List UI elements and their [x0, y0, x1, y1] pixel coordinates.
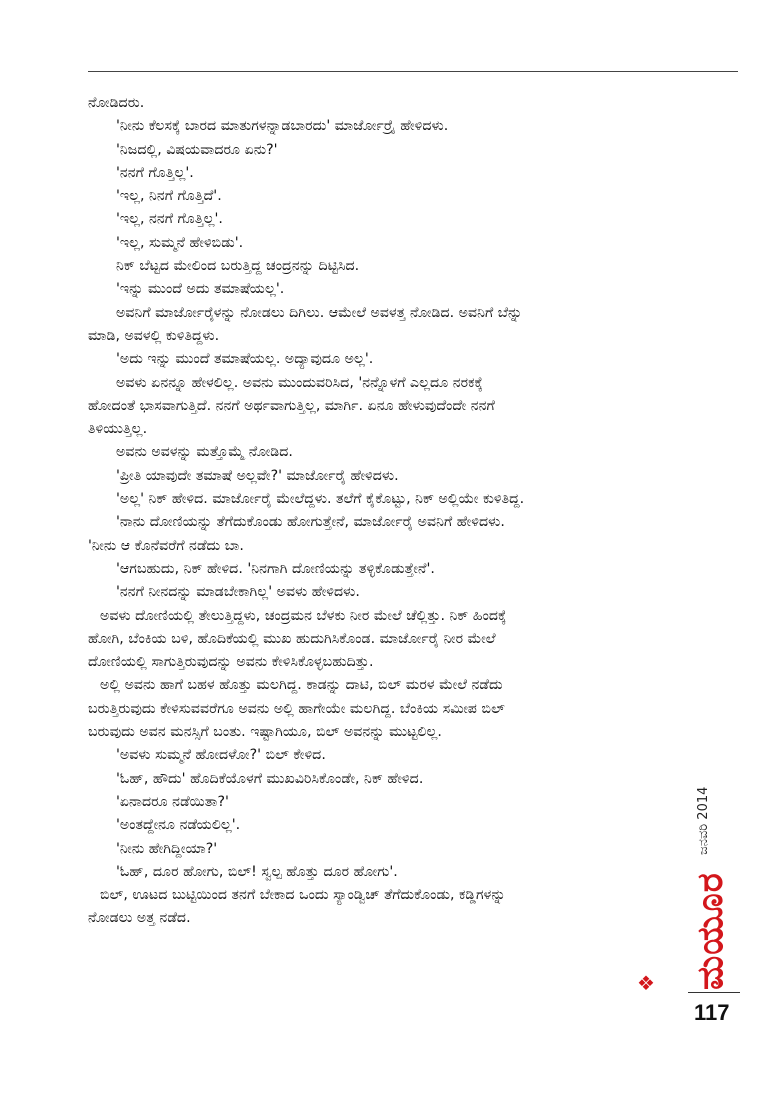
text-line: 'ನೀನು ಹೇಗಿದ್ದೀಯಾ?' — [116, 840, 218, 857]
text-line: ಅಲ್ಲಿ ಅವನು ಹಾಗೆ ಬಹಳ ಹೊತ್ತು ಮಲಗಿದ್ದ. ಕಾಡನ್ನು ದಾಟಿ, ಬಿಲ್ ಮರಳ ಮೇಲೆ ನಡೆದು — [100, 677, 503, 694]
text-line: 'ಪ್ರೀತಿ ಯಾವುದೇ ತಮಾಷೆ ಅಲ್ಲವೇ?' ಮಾರ್ಜೋರೈ ಹೇಳಿದಳು. — [116, 467, 399, 484]
text-line: 'ಇಲ್ಲ, ಸುಮ್ಮನೆ ಹೇಳಿಬಿಡು'. — [116, 234, 244, 251]
text-line: ನೋಡಿದರು. — [88, 95, 145, 111]
text-line: ಅವನಿಗೆ ಮಾರ್ಜೋರೈಳನ್ನು ನೋಡಲು ದಿಗಿಲು. ಆಮೇಲೆ ಅವಳತ್ತ ನೋಡಿದ. ಅವನಿಗೆ ಬೆನ್ನು — [116, 304, 523, 321]
text-line: ಅವಳು ದೋಣಿಯಲ್ಲಿ ತೇಲುತ್ತಿದ್ದಳು, ಚಂದ್ರಮನ ಬೆಳಕು ನೀರ ಮೇಲೆ ಚೆಲ್ಲಿತ್ತು. ನಿಕ್ ಹಿಂದಕ್ಕೆ — [100, 607, 507, 624]
story-text — [88, 92, 678, 931]
text-line: 'ನೀನು ಆ ಕೊನೆವರೆಗೆ ನಡೆದು ಬಾ. — [88, 537, 244, 554]
text-line: ನಿಕ್ ಬೆಟ್ಟದ ಮೇಲಿಂದ ಬರುತ್ತಿದ್ದ ಚಂದ್ರನನ್ನು ದಿಟ್ಟಿಸಿದ. — [116, 258, 360, 275]
top-rule — [88, 71, 738, 72]
text-line: 'ಓಹ್, ಹೌದು' ಹೊದಿಕೆಯೊಳಗೆ ಮುಖವಿರಿಸಿಕೊಂಡೇ, ನಿಕ್ ಹೇಳಿದ. — [116, 770, 424, 787]
text-line: 'ಅಂತದ್ದೇನೂ ನಡೆಯಲಿಲ್ಲ'. — [116, 817, 241, 834]
text-line: 'ನಾನು ದೋಣಿಯನ್ನು ತೆಗೆದುಕೊಂಡು ಹೋಗುತ್ತೇನೆ, ಮಾರ್ಜೋರೈ ಅವನಿಗೆ ಹೇಳಿದಳು. — [116, 514, 505, 531]
page-number: 117 — [694, 1000, 730, 1025]
text-line: 'ನನಗೆ ನೀನದನ್ನು ಮಾಡಬೇಕಾಗಿಲ್ಲ' ಅವಳು ಹೇಳಿದಳು. — [116, 584, 360, 601]
text-line: ಬರುತ್ತಿರುವುದು ಕೇಳಿಸುವವರೆಗೂ ಅವನು ಅಲ್ಲಿ ಹಾಗೇಯೇ ಮಲಗಿದ್ದ. ಬೆಂಕಿಯ ಸಮೀಪ ಬಿಲ್ — [88, 700, 505, 717]
text-line: 'ಇಲ್ಲ, ನನಗೆ ಗೊತ್ತಿಲ್ಲ'. — [116, 211, 223, 228]
text-line: ಮಾಡಿ, ಅವಳಲ್ಲಿ ಕುಳಿತಿದ್ದಳು. — [88, 327, 220, 344]
text-line: 'ಇಲ್ಲ, ನಿನಗೆ ಗೊತ್ತಿದೆ'. — [116, 188, 222, 205]
text-line: 'ಅದು ಇನ್ನು ಮುಂದೆ ತಮಾಷೆಯಲ್ಲ. ಅದ್ಯಾವುದೂ ಅಲ್ಲ'. — [116, 351, 374, 368]
text-line: ಹೋಗಿ, ಬೆಂಕಿಯ ಬಳಿ, ಹೊದಿಕೆಯಲ್ಲಿ ಮುಖ ಹುದುಗಿಸಿಕೊಂಡ. ಮಾರ್ಜೋರೈ ನೀರ ಮೇಲೆ — [88, 630, 496, 647]
text-line: ಬಿಲ್, ಊಟದ ಬುಟ್ಟಿಯಿಂದ ತನಗೆ ಬೇಕಾದ ಒಂದು ಸ್ಯಾಂಡ್ವಿಚ್ ತೆಗೆದುಕೊಂಡು, ಕಡ್ಡಿಗಳನ್ನು — [100, 887, 506, 904]
text-line: ಅವನು ಅವಳನ್ನು ಮತ್ತೊಮ್ಮೆ ನೋಡಿದ. — [116, 444, 293, 461]
section-end-ornament-icon: ❖ — [637, 971, 655, 995]
text-line: ನೋಡಲು ಅತ್ತ ನಡೆದ. — [88, 910, 191, 927]
text-line: 'ಇನ್ನು ಮುಂದೆ ಅದು ತಮಾಷೆಯಲ್ಲ'. — [116, 281, 285, 298]
text-line: 'ನೀನು ಕೆಲಸಕ್ಕೆ ಬಾರದ ಮಾತುಗಳನ್ನಾಡಬಾರದು' ಮಾರ್ಜೋರ‍್ರೈ ಹೇಳಿದಳು. — [116, 118, 449, 135]
issue-date: ಜನವರಿ 2014 — [696, 786, 711, 855]
text-line: 'ಆಗಬಹುದು, ನಿಕ್ ಹೇಳಿದ. 'ನಿನಗಾಗಿ ದೋಣಿಯನ್ನು ತಳ್ಳಿಕೊಡುತ್ತೇನೆ'. — [116, 560, 435, 577]
text-line: 'ಏನಾದರೂ ನಡೆಯಿತಾ?' — [116, 793, 229, 810]
text-line: ಅವಳು ಏನನ್ನೂ ಹೇಳಲಿಲ್ಲ. ಅವನು ಮುಂದುವರಿಸಿದ, 'ನನ್ನೊಳಗೆ ಎಲ್ಲದೂ ನರಕಕ್ಕೆ — [116, 374, 483, 391]
text-line: ತಿಳಿಯುತ್ತಿಲ್ಲ. — [88, 421, 148, 438]
page-number-rule — [688, 992, 740, 993]
text-line: 'ಅಲ್ಲ' ನಿಕ್ ಹೇಳಿದ. ಮಾರ್ಜೋರೈ ಮೇಲೆದ್ದಳು. ತಲೆಗೆ ಕೈಕೊಟ್ಟು, ನಿಕ್ ಅಲ್ಲಿಯೇ ಕುಳಿತಿದ್ದ. — [116, 491, 525, 508]
text-line: ಬರುವುದು ಅವನ ಮನಸ್ಸಿಗೆ ಬಂತು. ಇಷ್ಟಾಗಿಯೂ, ಬಿಲ್ ಅವನನ್ನು ಮುಟ್ಟಲಿಲ್ಲ. — [88, 724, 442, 741]
text-line: 'ನಿಜದಲ್ಲಿ, ವಿಷಯವಾದರೂ ಏನು?' — [116, 141, 278, 158]
text-line: ದೋಣಿಯಲ್ಲಿ ಸಾಗುತ್ತಿರುವುದನ್ನು ಅವನು ಕೇಳಿಸಿಕೊಳ್ಳಬಹುದಿತ್ತು. — [88, 654, 374, 671]
text-line: ಹೋದಂತೆ ಭಾಸವಾಗುತ್ತಿದೆ. ನನಗೆ ಅರ್ಥವಾಗುತ್ತಿಲ್ಲ, ಮಾರ್ಗಿ. ಏನೂ ಹೇಳುವುದೆಂದೇ ನನಗೆ — [88, 397, 495, 414]
text-line: 'ನನಗೆ ಗೊತ್ತಿಲ್ಲ'. — [116, 164, 194, 181]
text-line: 'ಓಹ್, ದೂರ ಹೋಗು, ಬಿಲ್! ಸ್ವಲ್ಪ ಹೊತ್ತು ದೂರ ಹೋಗು'. — [116, 863, 398, 880]
magazine-name: ಮಯೂರ — [690, 872, 731, 990]
text-line: 'ಅವಳು ಸುಮ್ಮನೆ ಹೋದಳೋ?' ಬಿಲ್ ಕೇಳಿದ. — [116, 747, 326, 764]
